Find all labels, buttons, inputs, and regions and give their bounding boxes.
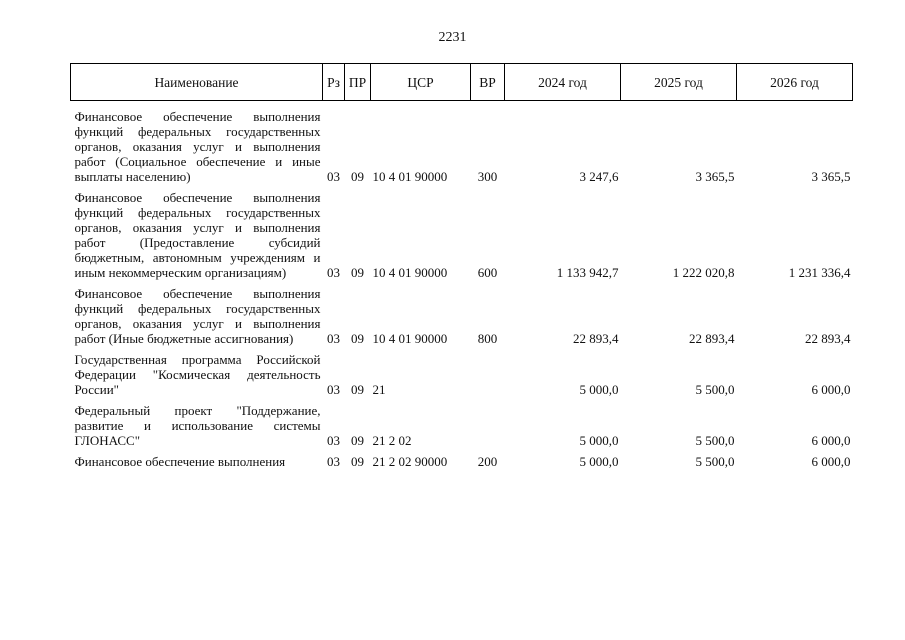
row-2024: 1 133 942,7 [556,265,619,280]
row-rz: 03 [327,331,340,346]
row-2026: 6 000,0 [811,433,851,448]
header-2025: 2025 год [621,64,737,101]
row-vr: 300 [477,169,498,184]
table-row [71,397,853,448]
row-csr: 10 4 01 90000 [372,331,448,346]
row-vr: 200 [477,454,498,469]
row-vr: 600 [477,265,498,280]
row-2025: 5 500,0 [695,433,735,448]
row-2026: 1 231 336,4 [788,265,851,280]
row-2025: 5 500,0 [695,382,735,397]
row-2026: 22 893,4 [805,331,851,346]
row-2025: 22 893,4 [689,331,735,346]
row-2025: 3 365,5 [695,169,735,184]
row-pr: 09 [351,169,364,184]
row-name: Государственная программа Российской Федерации "Космическая деятельность России" [74,352,321,397]
header-csr: ЦСР [371,64,471,101]
row-2026: 6 000,0 [811,454,851,469]
page-number: 2231 [438,30,467,45]
header-rz: Рз [323,64,345,101]
table-row [71,448,853,469]
row-rz: 03 [327,454,340,469]
header-2024: 2024 год [505,64,621,101]
header-2026: 2026 год [737,64,853,101]
row-csr: 21 2 02 90000 [372,454,448,469]
row-pr: 09 [351,454,364,469]
row-name: Финансовое обеспечение выполнения функций федеральных государственных органов, оказания услуг и выполнения работ (Иные бюджетные ассигнования) [74,286,321,346]
row-rz: 03 [327,382,340,397]
row-name: Финансовое обеспечение выполнения [74,454,286,469]
budget-table [70,63,853,469]
row-2026: 3 365,5 [811,169,851,184]
row-rz: 03 [327,265,340,280]
row-2026: 6 000,0 [811,382,851,397]
row-csr: 10 4 01 90000 [372,169,448,184]
row-vr [471,397,505,448]
row-2024: 22 893,4 [573,331,619,346]
row-vr [471,346,505,397]
header-name: Наименование [71,64,323,101]
row-pr: 09 [351,433,364,448]
row-pr: 09 [351,331,364,346]
row-rz: 03 [327,169,340,184]
row-csr: 21 [372,382,386,397]
row-2024: 3 247,6 [579,169,619,184]
row-name: Финансовое обеспечение выполнения функций федеральных государственных органов, оказания услуг и выполнения работ (Предоставление субсидий бюджетным, автономным учреждениям и иным некоммерческим организациям) [74,190,321,280]
row-csr: 10 4 01 90000 [372,265,448,280]
row-2025: 1 222 020,8 [672,265,735,280]
row-name: Федеральный проект "Поддержание, развитие и использование системы ГЛОНАСС" [74,403,321,448]
table-row [71,184,853,280]
header-vr: ВР [471,64,505,101]
table-row [71,101,853,185]
row-2024: 5 000,0 [579,454,619,469]
row-2024: 5 000,0 [579,382,619,397]
row-name: Финансовое обеспечение выполнения функций федеральных государственных органов, оказания услуг и выполнения работ (Социальное обеспечение и иные выплаты населению) [74,109,321,184]
table-row [71,346,853,397]
row-2025: 5 500,0 [695,454,735,469]
row-pr: 09 [351,265,364,280]
row-csr: 21 2 02 [372,433,412,448]
row-rz: 03 [327,433,340,448]
header-pr: ПР [345,64,371,101]
table-header-row [71,64,853,101]
row-pr: 09 [351,382,364,397]
row-vr: 800 [477,331,498,346]
row-2024: 5 000,0 [579,433,619,448]
table-row [71,280,853,346]
